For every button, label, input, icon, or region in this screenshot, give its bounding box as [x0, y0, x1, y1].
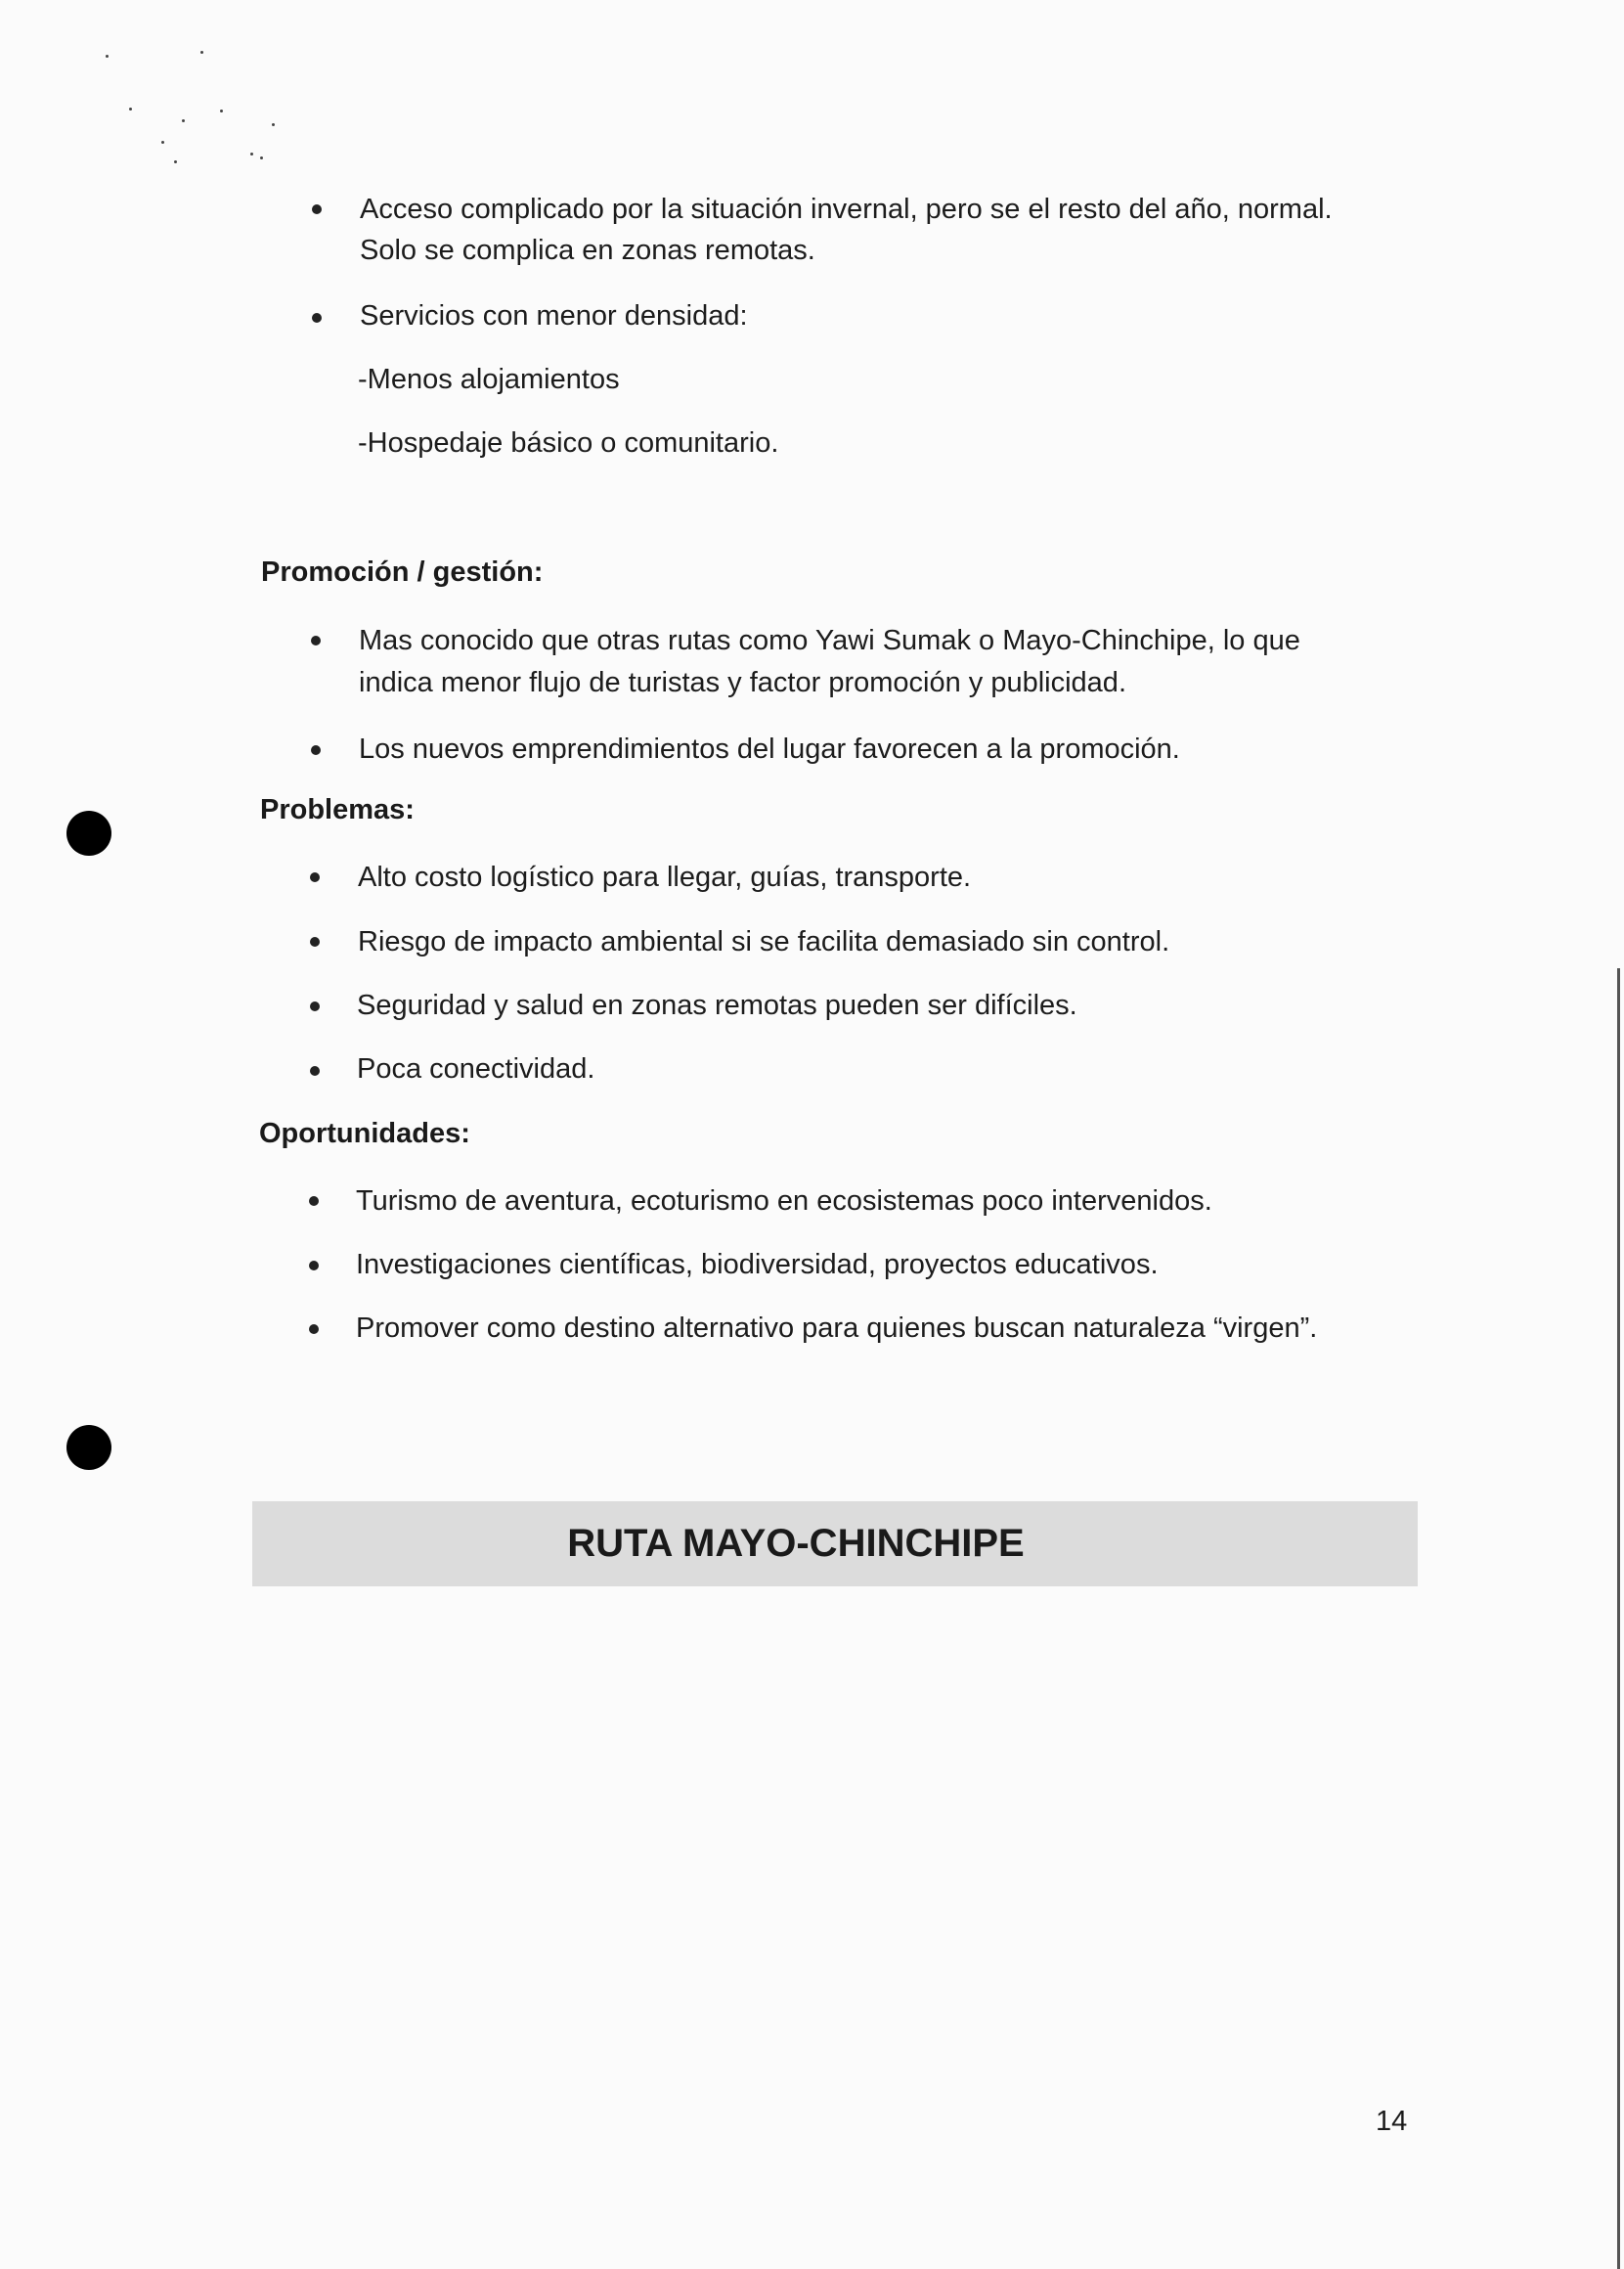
scan-speck [260, 156, 263, 159]
list-item-line: Alto costo logístico para llegar, guías, transporte. [358, 862, 972, 893]
list-item-line: Seguridad y salud en zonas remotas pueden ser difíciles. [357, 990, 1077, 1021]
punch-hole [66, 811, 111, 856]
list-item-line: Los nuevos emprendimientos del lugar favorecen a la promoción. [359, 734, 1180, 765]
bullet-icon [309, 1324, 319, 1334]
bullet-icon [310, 872, 320, 882]
sub-item: -Hospedaje básico o comunitario. [358, 427, 779, 459]
list-item-line: Investigaciones científicas, biodiversidad, proyectos educativos. [356, 1249, 1159, 1280]
list-item-line: Solo se complica en zonas remotas. [360, 235, 815, 266]
bullet-icon [309, 1261, 319, 1270]
scan-speck [200, 51, 203, 54]
section-heading-problemas: Problemas: [260, 794, 415, 825]
list-item-line: Promover como destino alternativo para quienes buscan naturaleza “virgen”. [356, 1312, 1318, 1344]
scan-speck [272, 123, 275, 126]
scan-speck [250, 153, 253, 156]
bullet-icon [311, 636, 321, 645]
list-item-line: indica menor flujo de turistas y factor promoción y publicidad. [359, 667, 1126, 698]
scan-speck [174, 160, 177, 163]
bullet-icon [309, 1196, 319, 1206]
scan-edge [1617, 968, 1620, 2269]
bullet-icon [312, 313, 322, 323]
section-title-band [252, 1501, 1418, 1586]
bullet-icon [310, 1001, 320, 1011]
punch-hole [66, 1425, 111, 1470]
list-item-line: Turismo de aventura, ecoturismo en ecosistemas poco intervenidos. [356, 1185, 1212, 1217]
bullet-icon [310, 1066, 320, 1076]
scan-speck [220, 110, 223, 112]
scan-speck [106, 55, 109, 58]
scan-speck [161, 141, 164, 144]
list-item-line: Riesgo de impacto ambiental si se facilita demasiado sin control. [358, 926, 1170, 957]
bullet-icon [312, 204, 322, 214]
list-item-line: Mas conocido que otras rutas como Yawi Sumak o Mayo-Chinchipe, lo que [359, 625, 1300, 656]
scan-speck [182, 119, 185, 122]
sub-item: -Menos alojamientos [358, 364, 620, 395]
list-item-line: Servicios con menor densidad: [360, 300, 748, 332]
list-item-line: Poca conectividad. [357, 1053, 595, 1085]
section-heading-oportunidades: Oportunidades: [259, 1118, 470, 1149]
scan-speck [129, 108, 132, 111]
list-item-line: Acceso complicado por la situación invernal, pero se el resto del año, normal. [360, 194, 1333, 225]
bullet-icon [310, 937, 320, 947]
section-heading-promocion: Promoción / gestión: [261, 556, 544, 588]
bullet-icon [311, 745, 321, 755]
page-number: 14 [1376, 2106, 1408, 2137]
section-title: RUTA MAYO-CHINCHIPE [567, 1522, 1025, 1565]
